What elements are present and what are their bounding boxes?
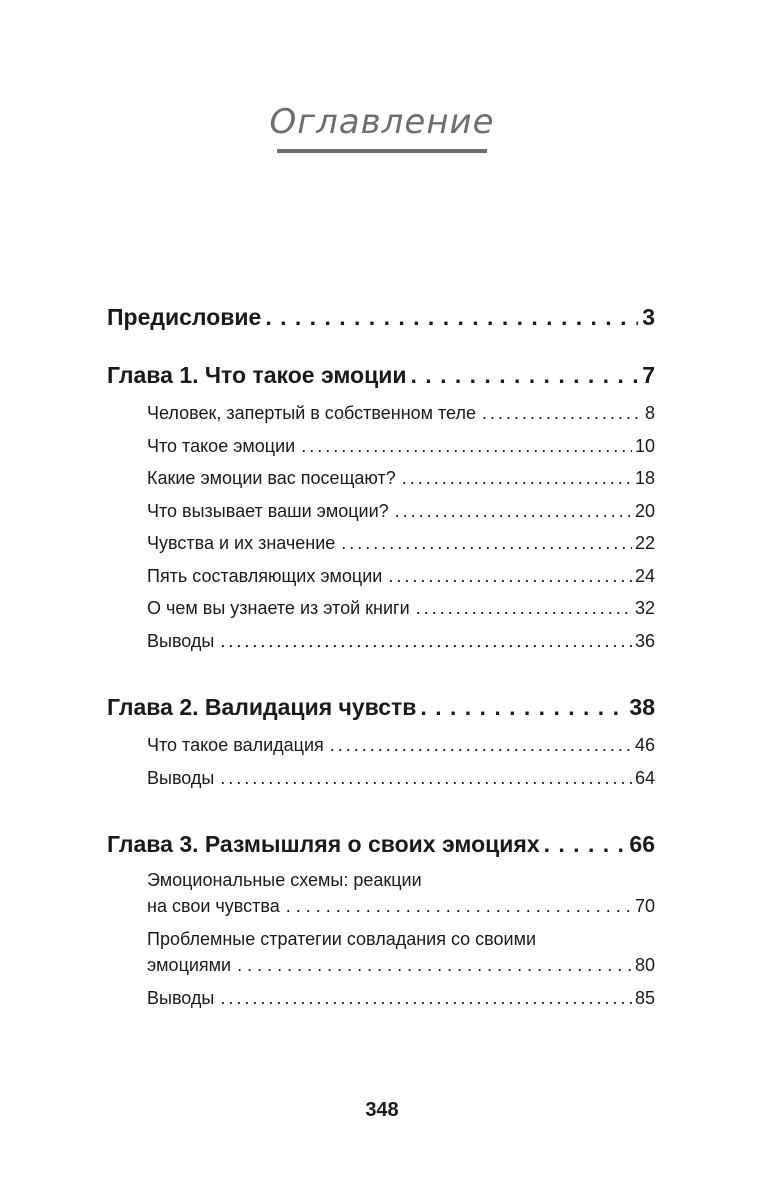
toc-section-page: 85 bbox=[634, 988, 655, 1008]
dot-leader bbox=[411, 360, 639, 390]
toc-section-label: Выводы bbox=[147, 767, 215, 788]
toc-section[interactable] bbox=[147, 462, 655, 495]
toc-section-label: Что вызывает ваши эмоции? bbox=[147, 500, 389, 521]
toc-section-page: 22 bbox=[634, 533, 655, 553]
toc-section[interactable] bbox=[147, 527, 655, 560]
toc-section[interactable] bbox=[147, 397, 655, 430]
toc-section-page: 10 bbox=[634, 435, 655, 456]
toc-entry-preface[interactable] bbox=[107, 297, 655, 337]
toc-section[interactable] bbox=[147, 625, 655, 658]
toc-section-page: 20 bbox=[634, 500, 655, 521]
toc-section[interactable] bbox=[147, 592, 655, 625]
toc-entry-label: Глава 1. Что такое эмоции bbox=[107, 362, 407, 388]
dot-leader bbox=[341, 527, 632, 560]
toc-entry-chapter-2[interactable] bbox=[107, 687, 655, 727]
dot-leader bbox=[265, 302, 638, 332]
toc-entry-page: 66 bbox=[629, 831, 655, 857]
toc-section[interactable] bbox=[147, 560, 655, 593]
toc-section-page: 24 bbox=[634, 565, 655, 586]
toc-entry-chapter-1[interactable] bbox=[107, 355, 655, 395]
page-title-container bbox=[0, 100, 764, 144]
toc-entry-page: 7 bbox=[642, 362, 655, 388]
dot-leader bbox=[220, 982, 632, 1015]
toc-entry-label: Предисловие bbox=[107, 304, 262, 330]
dot-leader bbox=[388, 560, 632, 593]
toc-section-label-line1: Эмоциональные схемы: реакции bbox=[147, 870, 422, 890]
dot-leader bbox=[395, 495, 632, 528]
toc-entry-label: Глава 2. Валидация чувств bbox=[107, 694, 417, 720]
title-underline bbox=[277, 149, 487, 153]
dot-leader bbox=[220, 762, 632, 795]
toc-section-page: 36 bbox=[634, 630, 655, 651]
toc-section-page: 64 bbox=[634, 767, 655, 788]
toc-section[interactable] bbox=[147, 729, 655, 762]
dot-leader bbox=[544, 829, 626, 859]
toc-entry-page: 38 bbox=[629, 694, 655, 720]
toc-section-label: Человек, запертый в собственном теле bbox=[147, 403, 476, 423]
toc-entry-chapter-3[interactable] bbox=[107, 824, 655, 864]
toc-section-label: Выводы bbox=[147, 988, 215, 1008]
toc-section[interactable] bbox=[147, 982, 655, 1015]
dot-leader bbox=[420, 692, 625, 722]
toc-section-page: 46 bbox=[634, 735, 655, 755]
toc-section-label: Что такое эмоции bbox=[147, 435, 296, 456]
toc-section-label: Что такое валидация bbox=[147, 735, 324, 755]
toc-section-page: 18 bbox=[634, 468, 655, 488]
toc-section-label-line1: Проблемные стратегии совладания со своими bbox=[147, 929, 537, 949]
toc-section-label-line2: на свои чувства bbox=[147, 896, 280, 916]
toc-section-label: О чем вы узнаете из этой книги bbox=[147, 598, 410, 618]
dot-leader bbox=[402, 462, 632, 495]
toc-section-label: Выводы bbox=[147, 630, 215, 651]
toc-section-page: 70 bbox=[634, 896, 655, 916]
toc-section-label: Чувства и их значение bbox=[147, 533, 336, 553]
toc-entry-label: Глава 3. Размышляя о своих эмоциях bbox=[107, 831, 540, 857]
toc-section-page: 32 bbox=[634, 598, 655, 618]
toc-section-label: Какие эмоции вас посещают? bbox=[147, 468, 396, 488]
dot-leader bbox=[482, 397, 642, 430]
table-of-contents bbox=[107, 297, 655, 1015]
toc-section[interactable] bbox=[147, 762, 655, 795]
dot-leader bbox=[237, 952, 632, 978]
dot-leader bbox=[220, 625, 632, 658]
toc-section-page: 8 bbox=[644, 403, 655, 423]
dot-leader bbox=[330, 729, 632, 762]
toc-section-page: 80 bbox=[634, 955, 655, 975]
toc-section[interactable] bbox=[147, 495, 655, 528]
page-title: Оглавление bbox=[269, 102, 495, 142]
page-number: 348 bbox=[365, 1099, 399, 1121]
toc-section-label-line2: эмоциями bbox=[147, 955, 232, 975]
dot-leader bbox=[286, 893, 632, 919]
toc-section-label: Пять составляющих эмоции bbox=[147, 565, 383, 586]
toc-section[interactable] bbox=[147, 923, 655, 982]
toc-section[interactable] bbox=[147, 864, 655, 923]
dot-leader bbox=[416, 592, 632, 625]
toc-entry-page: 3 bbox=[642, 304, 655, 330]
dot-leader bbox=[301, 430, 632, 463]
toc-section[interactable] bbox=[147, 430, 655, 463]
